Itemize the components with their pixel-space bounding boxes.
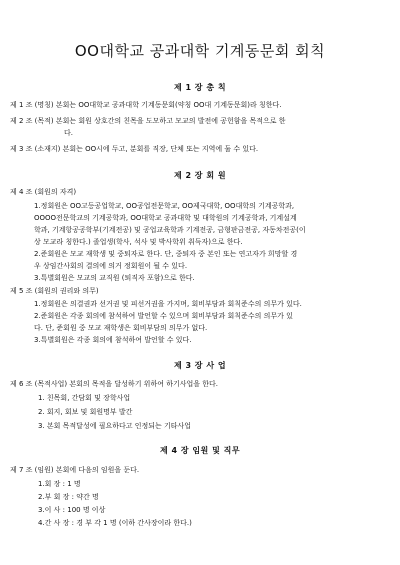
article-4-item-2-line-2: 우 상임간사회의 결의에 의거 정회원이 될 수 있다. [34, 262, 188, 270]
article-6: 제 6 조 (목적사업) 본회의 목적을 달성하기 위하여 하기사업을 한다. [10, 380, 218, 388]
article-7-item-3: 3.이 사 : 100 명 이상 [38, 506, 106, 514]
article-4-item-2: 2.준회원은 모교 재학생 및 중퇴자로 한다. 단, 중퇴자 중 본인 또는 연고자가 희망할 경 [34, 250, 298, 258]
article-1: 제 1 조 (명칭) 본회는 OO대학교 공과대학 기계동문회(약칭 OO대 기계동문회)라 칭한다. [10, 101, 282, 109]
chapter-4-heading: 제 4 장 임원 및 직무 [159, 446, 241, 455]
article-3: 제 3 조 (소재지) 본회는 OO시에 두고, 분회를 직장, 단체 또는 지역에 둘 수 있다. [10, 145, 259, 153]
article-4: 제 4 조 (회원의 자격) [10, 188, 77, 196]
article-4-item-3: 3.특별회원은 모교의 교직원 (퇴직자 포함)으로 한다. [34, 274, 195, 282]
chapter-2-heading: 제 2 장 회 원 [173, 171, 227, 180]
chapter-1-heading: 제 1 장 총 칙 [173, 83, 227, 92]
article-7-item-4: 4.간 사 장 : 경 부 각 1 명 (이하 간사장이라 한다.) [38, 519, 192, 527]
article-5-item-2: 2.준회원은 각종 회의에 참석하여 발언할 수 있으며 회비부담과 회칙준수의 의무가 있 [34, 312, 293, 320]
article-5-item-1: 1.정회원은 의결권과 선거권 및 피선거권을 가지며, 회비부담과 회칙준수의 의무가 있다. [34, 300, 302, 308]
article-4-item-1-line-3: 학과, 기계항공공학부(기계전공) 및 공업교육학과 기계전공, 금형판금전공, 자동차전공(이 [34, 226, 306, 234]
article-6-item-2: 2. 회지, 회보 및 회원명부 발간 [38, 408, 133, 416]
article-4-item-1-line-2: OOOO전문학교의 기계공학과, OO대학교 공과대학 및 대학원의 기계공학과, 기계설계 [34, 214, 297, 222]
article-5-item-3: 3.특별회원은 각종 회의에 참석하여 발언할 수 있다. [34, 336, 192, 344]
article-5: 제 5 조 (회원의 권리와 의무) [10, 287, 99, 295]
article-5-item-2-line-2: 다. 단, 준회원 중 모교 재학생은 회비부담의 의무가 없다. [34, 324, 208, 332]
chapter-3-heading: 제 3 장 사 업 [173, 361, 227, 370]
article-2-continued: 다. [64, 129, 73, 137]
article-4-item-1-line-4: 상 모교라 칭한다.) 졸업생(학사, 석사 및 박사학위 취득자)으로 한다. [34, 238, 243, 246]
article-6-item-1: 1. 친목회, 간담회 및 장학사업 [38, 394, 131, 402]
article-6-item-3: 3. 본회 목적달성에 필요하다고 인정되는 기타사업 [38, 422, 192, 430]
document-title: OO대학교 공과대학 기계동문회 회칙 [74, 42, 326, 60]
article-4-item-1: 1.정회원은 OO고등공업학교, OO공업전문학교, OO제국대학, OO대학의 기계공학과, [34, 202, 295, 210]
article-7-item-2: 2.부 회 장 : 약간 명 [38, 493, 99, 501]
article-7-item-1: 1.회 장 : 1 명 [38, 480, 81, 488]
article-2: 제 2 조 (목적) 본회는 회원 상호간의 친목을 도모하고 모교의 발전에 공헌함을 목적으로 한 [10, 117, 286, 125]
article-7: 제 7 조 (임원) 본회에 다음의 임원을 둔다. [10, 466, 140, 474]
